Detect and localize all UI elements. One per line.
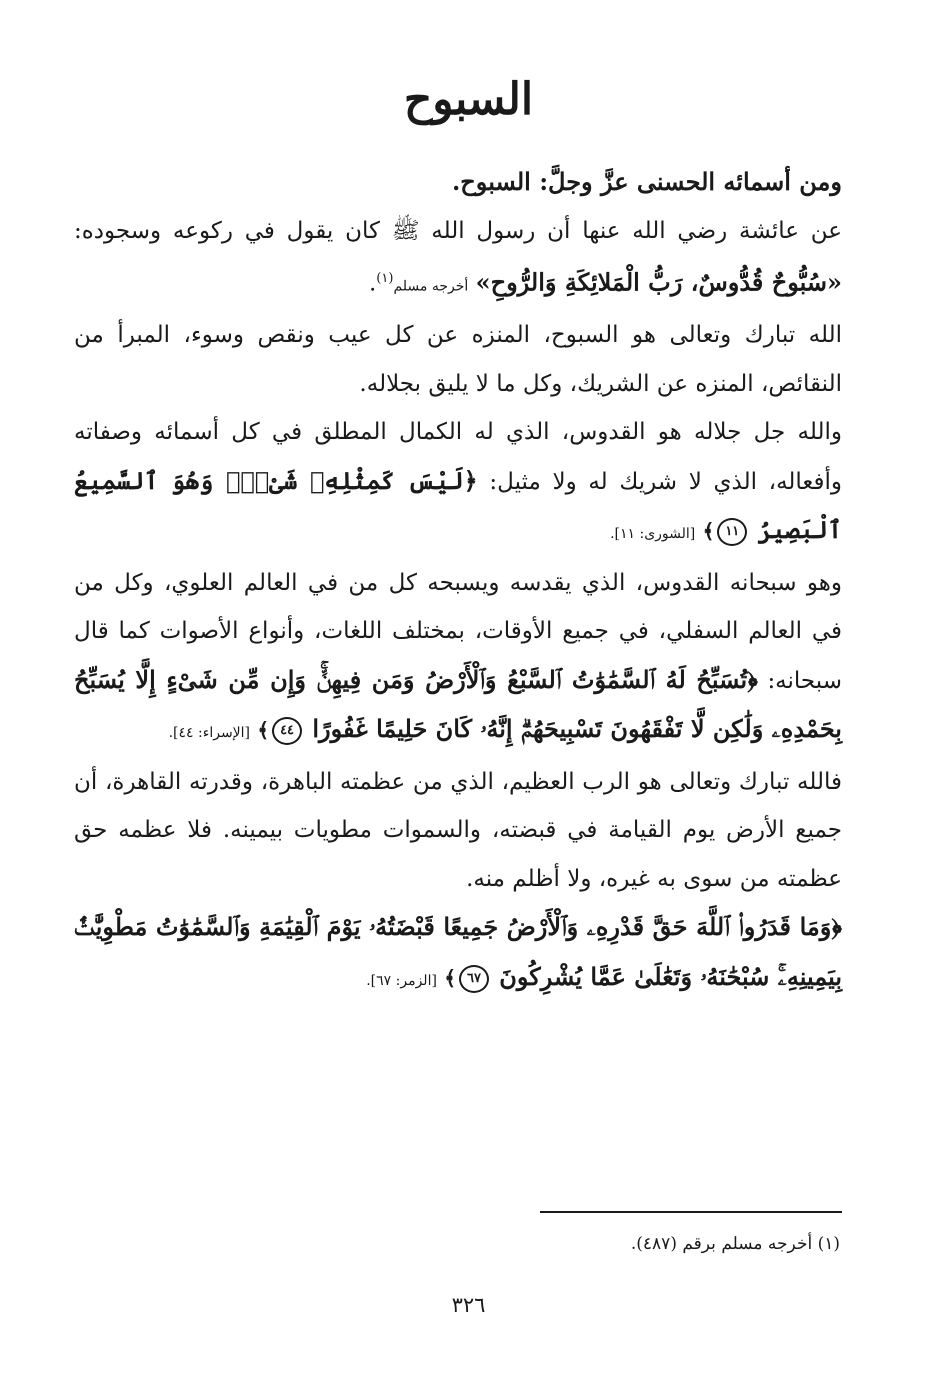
footnote-divider <box>540 1211 842 1213</box>
footnote-marker: (١) <box>376 271 394 286</box>
paragraph-3 <box>74 559 842 758</box>
paragraph-2 <box>74 408 842 559</box>
verse-reference: [الزمر: ٦٧]. <box>366 972 437 989</box>
hadith-paragraph <box>74 207 842 312</box>
paragraph-5 <box>74 903 842 1005</box>
quran-verse-shura: ﴿لَيْسَ كَمِثْلِهِۦ شَىْءٌۖ وَهُوَ ٱلسَّمِيعُ ٱلْبَصِيرُ <box>74 465 842 545</box>
ayah-number-badge: ١١ <box>717 518 747 546</box>
verse-close-bracket: ﴾ <box>702 519 715 544</box>
verse-reference: [الإسراء: ٤٤]. <box>168 725 251 742</box>
ayah-number-badge: ٦٧ <box>459 965 489 993</box>
quran-verse-isra: ﴿تُسَبِّحُ لَهُ ٱلسَّمَٰوَٰتُ ٱلسَّبْعُ وَٱلْأَرْضُ وَمَن فِيهِنَّۚ وَإِن مِّن شَىْءٍ إِلَّا يُسَبِّحُ بِحَمْدِهِۦ وَلَٰكِن لَّا تَفْقَهُونَ تَسْبِيحَهُمْۗ إِنَّهُۥ كَانَ حَلِيمًا غَفُورًا <box>74 664 842 744</box>
page-title: السبوح <box>403 74 534 125</box>
paragraph-3-text: وهو سبحانه القدوس، الذي يقدسه ويسبحه كل من في العالم العلوي، وكل من في العالم السفلي، في جميع الأوقات، بمختلف اللغات، وأنواع الأصوات كما قال سبحانه: <box>74 569 842 694</box>
paragraph-2-text: والله جل جلاله هو القدوس، الذي له الكمال المطلق في كل أسمائه وصفاته وأفعاله، الذي لا شريك له ولا مثيل: <box>74 419 843 495</box>
paragraph-1: الله تبارك وتعالى هو السبوح، المنزه عن كل عيب ونقص وسوء، المبرأ من النقائص، المنزه عن الشريك، وكل ما لا يليق بجلاله. <box>74 322 842 397</box>
quran-verse-zumar: ﴿وَمَا قَدَرُوا۟ ٱللَّهَ حَقَّ قَدْرِهِۦ وَٱلْأَرْضُ جَمِيعًا قَبْضَتُهُۥ يَوْمَ ٱلْقِيَٰمَةِ وَٱلسَّمَٰوَٰتُ مَطْوِيَّٰتٌۢ بِيَمِينِهِۦۚ سُبْحَٰنَهُۥ وَتَعَٰلَىٰ عَمَّا يُشْرِكُونَ <box>74 912 842 991</box>
hadith-source: أخرجه مسلم <box>393 278 469 295</box>
ayah-number-badge: ٤٤ <box>272 717 302 745</box>
hadith-text: عن عائشة رضي الله عنها أن رسول الله ﷺ كان يقول في ركوعه وسجوده: <box>74 217 842 244</box>
verse-close-bracket: ﴾ <box>257 718 270 743</box>
hadith-quote: «سُبُّوحٌ قُدُّوسٌ، رَبُّ الْمَلائِكَةِ وَالرُّوحِ» <box>475 267 842 297</box>
page-number: ٣٢٦ <box>451 1293 486 1317</box>
paragraph-4: فالله تبارك وتعالى هو الرب العظيم، الذي من عظمته الباهرة، وقدرته القاهرة، أن جميع الأرض يوم القيامة في قبضته، والسموات مطويات بيمينه. فلا عظمه حق عظمته من سوى به غيره، ولا أظلم منه. <box>74 768 842 892</box>
intro-line: ومن أسمائه الحسنى عزَّ وجلَّ: السبوح. <box>451 167 842 196</box>
verse-close-bracket: ﴾ <box>444 965 456 990</box>
verse-reference: [الشورى: ١١]. <box>610 526 696 543</box>
footnote: (١) أخرجه مسلم برقم (٤٨٧). <box>630 1234 840 1254</box>
hadith-end: . <box>368 270 377 297</box>
page-body <box>74 158 842 1005</box>
